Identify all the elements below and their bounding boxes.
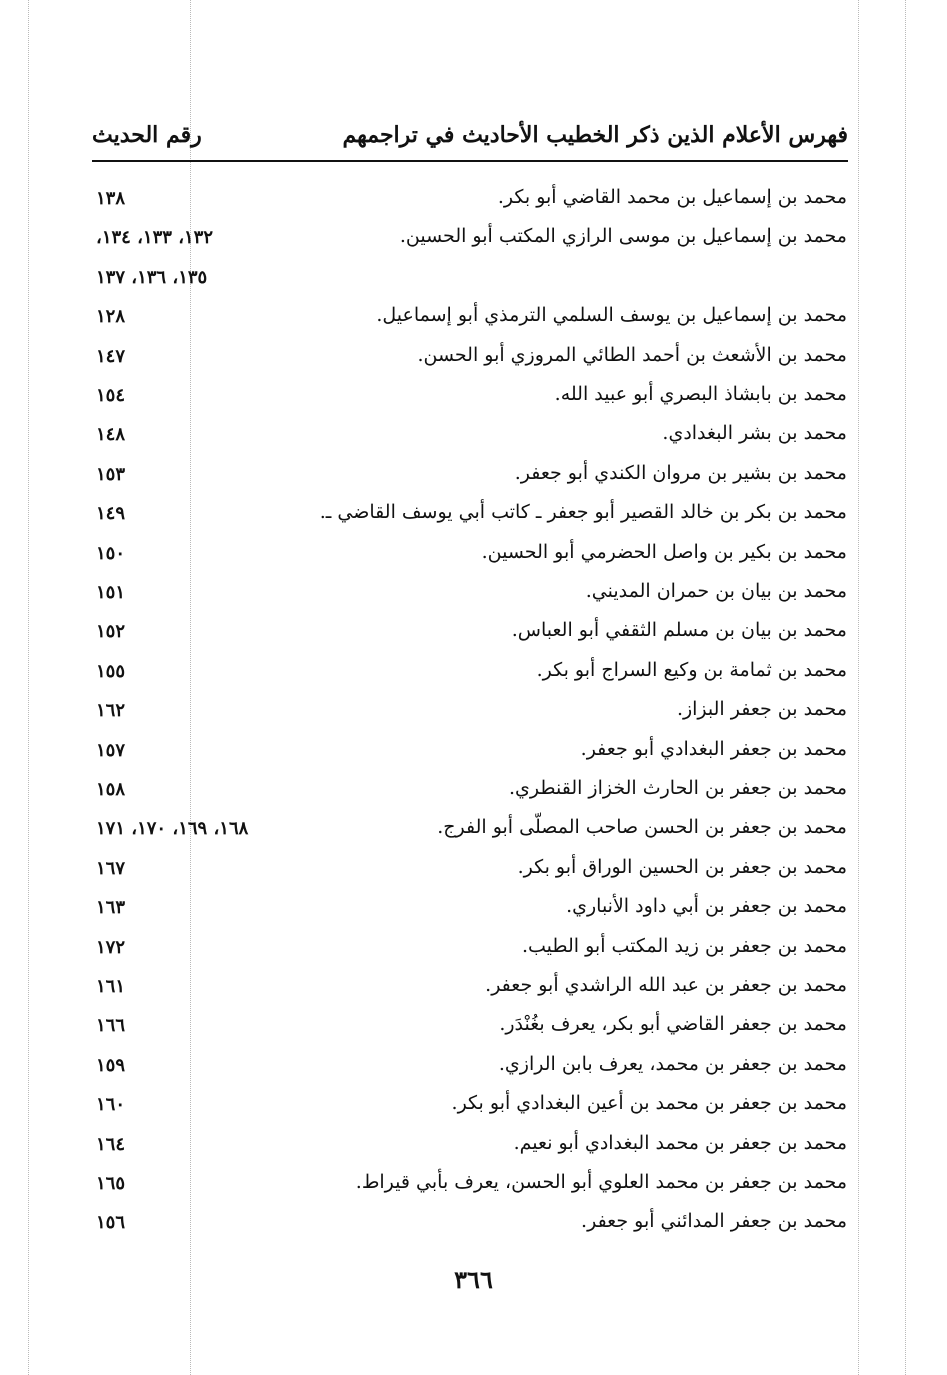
entry-hadith-numbers: ١٥٤	[96, 385, 126, 406]
index-entry	[0, 777, 947, 811]
entry-hadith-numbers: ١٦١	[96, 976, 126, 997]
index-entry	[0, 1013, 947, 1047]
index-entry	[0, 422, 947, 456]
entry-name: محمد بن إسماعيل بن موسى الرازي المكتب أبو الحسين.	[399, 225, 847, 247]
entry-name: محمد بن جعفر بن عبد الله الراشدي أبو جعفر.	[485, 974, 847, 996]
entry-hadith-numbers: ١٣٢، ١٣٣، ١٣٤،	[96, 227, 214, 248]
index-entry	[0, 935, 947, 969]
index-entry	[0, 619, 947, 653]
entry-name: محمد بن ثمامة بن وكيع السراج أبو بكر.	[536, 659, 847, 681]
index-entry	[0, 816, 947, 850]
entry-name: محمد بن بكر بن خالد القصير أبو جعفر ـ كاتب أبي يوسف القاضي ـ.	[319, 501, 847, 523]
page-title: فهرس الأعلام الذين ذكر الخطيب الأحاديث في تراجمهم	[342, 122, 848, 148]
entry-name: محمد بن جعفر بن محمد، يعرف بابن الرازي.	[498, 1053, 847, 1075]
index-entry	[0, 738, 947, 772]
entry-hadith-numbers: ١٦٥	[96, 1173, 126, 1194]
entry-name: محمد بن جعفر بن الحسن صاحب المصلّى أبو الفرج.	[437, 816, 847, 838]
entry-name: محمد بن بيان بن حمران المديني.	[585, 580, 847, 602]
entry-name: محمد بن جعفر بن محمد البغدادي أبو نعيم.	[513, 1132, 847, 1154]
entry-hadith-numbers: ١٣٨	[96, 188, 126, 209]
entry-name: محمد بن إسماعيل بن يوسف السلمي الترمذي أبو إسماعيل.	[376, 304, 847, 326]
index-entry	[0, 659, 947, 693]
entry-hadith-numbers: ١٥٥	[96, 661, 126, 682]
index-entry	[0, 383, 947, 417]
index-entry	[0, 186, 947, 220]
index-entry	[0, 856, 947, 890]
index-entry	[0, 501, 947, 535]
index-entry	[0, 974, 947, 1008]
entry-hadith-numbers: ١٣٥، ١٣٦، ١٣٧	[96, 267, 208, 288]
entry-name: محمد بن جعفر بن أبي داود الأنباري.	[566, 895, 847, 917]
index-entry	[0, 1053, 947, 1087]
entry-name: محمد بن جعفر بن زيد المكتب أبو الطيب.	[521, 935, 847, 957]
entry-hadith-numbers: ١٤٩	[96, 503, 126, 524]
entry-hadith-numbers: ١٥٣	[96, 464, 126, 485]
index-entry	[0, 1210, 947, 1244]
entry-hadith-numbers: ١٥٦	[96, 1212, 126, 1233]
index-entry	[0, 895, 947, 929]
entry-hadith-numbers: ١٥٠	[96, 543, 126, 564]
index-entry	[0, 1092, 947, 1126]
entry-name: محمد بن بكير بن واصل الحضرمي أبو الحسين.	[481, 541, 847, 563]
entry-name: محمد بن جعفر بن محمد العلوي أبو الحسن، يعرف بأبي قيراط.	[355, 1171, 847, 1193]
entry-hadith-numbers: ١٦٧	[96, 858, 126, 879]
entry-hadith-numbers: ١٥٨	[96, 779, 126, 800]
entry-name: محمد بن جعفر البزاز.	[676, 698, 847, 720]
entry-hadith-numbers: ١٤٧	[96, 346, 126, 367]
page-header	[92, 118, 848, 162]
entry-name: محمد بن بشر البغدادي.	[662, 422, 847, 444]
index-entry	[0, 541, 947, 575]
entry-name: محمد بن جعفر القاضي أبو بكر، يعرف بغُنْدَر.	[499, 1013, 847, 1035]
index-entry	[0, 265, 947, 299]
column-label-hadith-number: رقم الحديث	[92, 122, 202, 148]
index-entry	[0, 344, 947, 378]
index-entry	[0, 1171, 947, 1205]
entry-hadith-numbers: ١٦٠	[96, 1094, 126, 1115]
entry-name: محمد بن إسماعيل بن محمد القاضي أبو بكر.	[497, 186, 847, 208]
entry-hadith-numbers: ١٦٤	[96, 1134, 126, 1155]
entry-hadith-numbers: ١٥٩	[96, 1055, 126, 1076]
index-entry	[0, 225, 947, 259]
entry-hadith-numbers: ١٥١	[96, 582, 126, 603]
entry-hadith-numbers: ١٥٧	[96, 740, 126, 761]
entry-name: محمد بن جعفر البغدادي أبو جعفر.	[580, 738, 847, 760]
entry-name: محمد بن جعفر بن محمد بن أعين البغدادي أبو بكر.	[451, 1092, 847, 1114]
entry-name: محمد بن جعفر بن الحسين الوراق أبو بكر.	[517, 856, 847, 878]
index-entry	[0, 462, 947, 496]
index-entry	[0, 304, 947, 338]
entry-hadith-numbers: ١٤٨	[96, 424, 126, 445]
entry-hadith-numbers: ١٢٨	[96, 306, 126, 327]
entry-name: محمد بن جعفر المدائني أبو جعفر.	[581, 1210, 847, 1232]
page-number: ٣٦٦	[454, 1265, 493, 1294]
entry-hadith-numbers: ١٥٢	[96, 621, 126, 642]
entry-hadith-numbers: ١٧٢	[96, 937, 126, 958]
entry-hadith-numbers: ١٦٢	[96, 700, 126, 721]
entry-name: محمد بن جعفر بن الحارث الخزاز القنطري.	[509, 777, 847, 799]
index-entry	[0, 698, 947, 732]
entry-name: محمد بن بيان بن مسلم الثقفي أبو العباس.	[511, 619, 847, 641]
entry-name: محمد بن بشير بن مروان الكندي أبو جعفر.	[514, 462, 847, 484]
entry-name: محمد بن بابشاذ البصري أبو عبيد الله.	[554, 383, 847, 405]
index-entry	[0, 1132, 947, 1166]
entry-hadith-numbers: ١٦٦	[96, 1015, 126, 1036]
entry-hadith-numbers: ١٦٨، ١٦٩، ١٧٠، ١٧١	[96, 818, 249, 839]
entry-name: محمد بن الأشعث بن أحمد الطائي المروزي أبو الحسن.	[417, 344, 847, 366]
index-entry	[0, 580, 947, 614]
entry-hadith-numbers: ١٦٣	[96, 897, 126, 918]
